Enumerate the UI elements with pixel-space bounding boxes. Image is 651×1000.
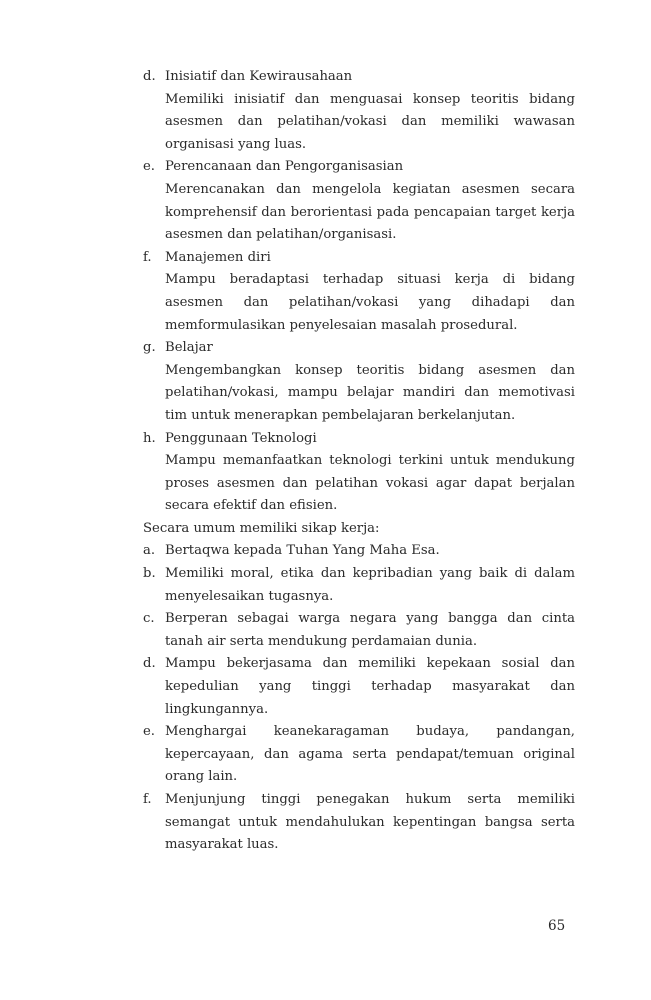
item-title: Inisiatif dan Kewirausahaan bbox=[165, 69, 353, 84]
item-title: Perencanaan dan Pengorganisasian bbox=[165, 159, 404, 175]
item-title: Penggunaan Teknologi bbox=[165, 430, 317, 446]
item-text: Menjunjung tinggi penegakan hukum serta memiliki semangat untuk mendahulukan kepentingan bangsa serta masyarakat luas. bbox=[165, 792, 575, 853]
competency-h bbox=[143, 428, 575, 451]
competency-e bbox=[143, 156, 575, 179]
attitude-intro: Secara umum memiliki sikap kerja: bbox=[143, 520, 380, 536]
attitude-d bbox=[143, 653, 575, 721]
item-label: d. bbox=[143, 656, 156, 672]
page-content bbox=[143, 66, 575, 857]
competency-g bbox=[143, 337, 575, 360]
item-text: Menghargai keanekaragaman budaya, pandangan, kepercayaan, dan agama serta pendapat/temuan original orang lain. bbox=[165, 724, 575, 785]
item-body: Memiliki inisiatif dan menguasai konsep teoritis bidang asesmen dan pelatihan/vokasi dan memiliki wawasan organisasi yang luas. bbox=[165, 91, 575, 152]
item-label: c. bbox=[143, 611, 155, 627]
item-body: Mampu beradaptasi terhadap situasi kerja di bidang asesmen dan pelatihan/vokasi yang dihadapi dan memformulasikan penyelesaian masalah prosedural. bbox=[165, 272, 575, 333]
item-text: Bertaqwa kepada Tuhan Yang Maha Esa. bbox=[165, 543, 440, 559]
item-label: g. bbox=[143, 340, 156, 356]
item-label: f. bbox=[143, 792, 152, 807]
item-title: Belajar bbox=[165, 340, 213, 356]
page-number: 65 bbox=[548, 918, 566, 934]
attitude-c bbox=[143, 608, 575, 653]
competency-d bbox=[143, 66, 575, 89]
attitude-a bbox=[143, 540, 575, 563]
item-label: e. bbox=[143, 159, 155, 175]
item-body: Mampu memanfaatkan teknologi terkini untuk mendukung proses asesmen dan pelatihan vokasi agar dapat berjalan secara efektif dan efisien. bbox=[165, 453, 575, 514]
item-text: Berperan sebagai warga negara yang bangga dan cinta tanah air serta mendukung perdamaian dunia. bbox=[165, 611, 575, 649]
item-title: Manajemen diri bbox=[165, 249, 271, 265]
item-label: f. bbox=[143, 249, 152, 265]
item-label: b. bbox=[143, 566, 156, 582]
item-label: a. bbox=[143, 543, 156, 559]
attitude-b bbox=[143, 563, 575, 608]
attitude-f bbox=[143, 789, 575, 857]
item-text: Mampu bekerjasama dan memiliki kepekaan sosial dan kepedulian yang tinggi terhadap masyarakat dan lingkungannya. bbox=[165, 656, 575, 717]
competency-f bbox=[143, 247, 575, 270]
item-label: h. bbox=[143, 430, 156, 446]
item-text: Memiliki moral, etika dan kepribadian yang baik di dalam menyelesaikan tugasnya. bbox=[165, 566, 575, 604]
item-label: d. bbox=[143, 69, 156, 84]
item-body: Mengembangkan konsep teoritis bidang asesmen dan pelatihan/vokasi, mampu belajar mandiri dan memotivasi tim untuk menerapkan pembelajaran berkelanjutan. bbox=[165, 362, 575, 423]
item-body: Merencanakan dan mengelola kegiatan asesmen secara komprehensif dan berorientasi pada pencapaian target kerja asesmen dan pelatihan/organisasi. bbox=[165, 181, 575, 243]
attitude-e bbox=[143, 721, 575, 789]
item-label: e. bbox=[143, 724, 155, 740]
